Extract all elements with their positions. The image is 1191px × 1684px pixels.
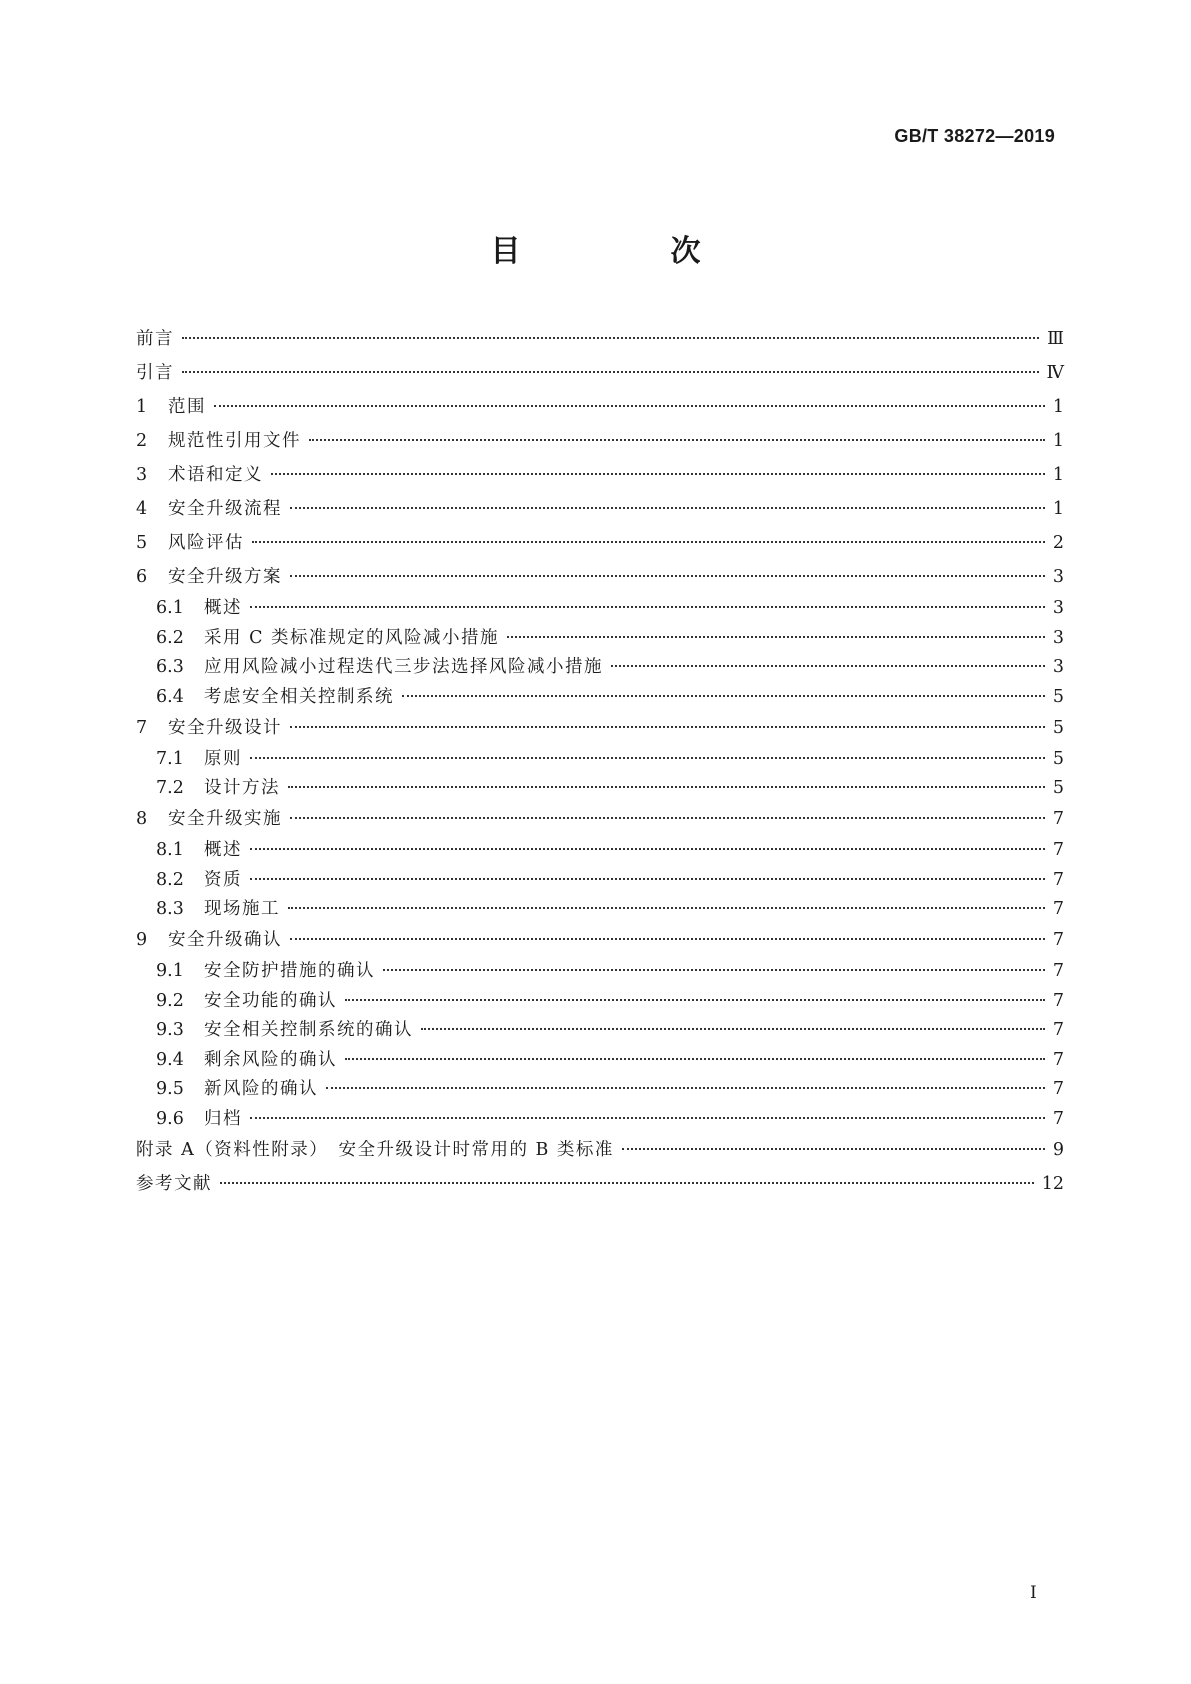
dot-leader (326, 1087, 1045, 1089)
toc-entry[interactable] (136, 566, 1064, 588)
toc-entry-page: 1 (1052, 465, 1064, 485)
toc-entry-page: 7 (1052, 1079, 1064, 1099)
toc-entry-number: 9.5 (156, 1079, 184, 1099)
toc-entry-page: 1 (1052, 499, 1064, 519)
toc-entry[interactable] (136, 929, 1064, 951)
dot-leader (345, 999, 1045, 1001)
toc-entry-title: 资质 (204, 869, 242, 890)
toc-entry[interactable] (136, 362, 1064, 384)
toc-entry-page: 7 (1052, 899, 1064, 919)
toc-entry-title: 前言 (136, 329, 174, 349)
toc-entry[interactable] (136, 1049, 1064, 1071)
toc-entry-page: 5 (1052, 717, 1064, 738)
toc-entry[interactable] (136, 464, 1064, 486)
toc-entry-number: 6.4 (156, 686, 184, 707)
toc-entry-number: 8.3 (156, 899, 184, 919)
toc-entry[interactable] (136, 396, 1064, 418)
standard-code: GB/T 38272—2019 (894, 126, 1055, 146)
toc-entry[interactable] (136, 990, 1064, 1012)
toc-entry-title: 新风险的确认 (204, 1079, 318, 1099)
toc-entry-page: 9 (1052, 1139, 1064, 1160)
toc-entry-number: 9.3 (156, 1020, 184, 1040)
toc-entry[interactable] (136, 898, 1064, 920)
toc-entry-title: 应用风险减小过程迭代三步法选择风险减小措施 (204, 657, 603, 677)
toc-entry-number: 6.1 (156, 598, 184, 618)
toc-entry-page: 7 (1052, 1020, 1064, 1040)
table-of-contents (136, 328, 1064, 1195)
toc-entry-number: 7 (136, 717, 148, 738)
dot-leader (214, 405, 1045, 407)
toc-entry-number: 2 (136, 431, 148, 451)
toc-entry[interactable] (136, 960, 1064, 982)
toc-entry-title: 考虑安全相关控制系统 (204, 686, 394, 707)
toc-entry-title: 安全升级流程 (168, 499, 282, 519)
toc-entry-number: 6.2 (156, 627, 184, 648)
toc-entry-number: 8 (136, 809, 148, 829)
toc-entry[interactable] (136, 1078, 1064, 1100)
toc-entry[interactable] (136, 532, 1064, 554)
toc-entry-title: 安全防护措施的确认 (204, 961, 375, 981)
toc-entry-page: 1 (1052, 431, 1064, 451)
toc-entry-title: 剩余风险的确认 (204, 1049, 337, 1070)
toc-entry[interactable] (136, 1173, 1064, 1195)
dot-leader (250, 757, 1045, 759)
dot-leader (611, 665, 1045, 667)
toc-entry-title: 安全升级实施 (168, 809, 282, 829)
dot-leader (507, 636, 1045, 638)
toc-entry[interactable] (136, 656, 1064, 678)
toc-entry[interactable] (136, 1108, 1064, 1130)
toc-entry-title: 安全升级确认 (168, 930, 282, 950)
toc-entry-number: 6.3 (156, 657, 184, 677)
dot-leader (290, 817, 1045, 819)
toc-entry-title: 引言 (136, 363, 174, 383)
toc-entry-page: 7 (1052, 1108, 1064, 1129)
toc-entry-number: 5 (136, 533, 148, 553)
toc-entry-number: 6 (136, 567, 148, 587)
toc-entry-number: 1 (136, 397, 148, 417)
dot-leader (182, 371, 1039, 373)
toc-entry[interactable] (136, 686, 1064, 708)
toc-entry-page: 2 (1052, 533, 1064, 553)
dot-leader (402, 695, 1045, 697)
dot-leader (345, 1058, 1045, 1060)
toc-entry[interactable] (136, 869, 1064, 891)
toc-entry-title: 安全相关控制系统的确认 (204, 1020, 413, 1040)
toc-entry-page: 7 (1052, 869, 1064, 890)
toc-entry-number: 8.1 (156, 840, 184, 860)
dot-leader (252, 541, 1045, 543)
toc-entry-title: 概述 (204, 598, 242, 618)
dot-leader (290, 726, 1045, 728)
toc-entry-title: 归档 (204, 1108, 242, 1129)
toc-entry[interactable] (136, 1139, 1064, 1161)
toc-entry-page: 5 (1052, 778, 1064, 798)
toc-entry-page: 3 (1052, 567, 1064, 587)
dot-leader (290, 575, 1045, 577)
toc-entry-title: 原则 (204, 748, 242, 769)
toc-entry-title: 概述 (204, 840, 242, 860)
toc-entry-page: Ⅳ (1046, 363, 1064, 383)
toc-entry[interactable] (136, 777, 1064, 799)
toc-entry-page: 5 (1052, 686, 1064, 707)
toc-entry-title: 安全功能的确认 (204, 990, 337, 1011)
dot-leader (220, 1182, 1034, 1184)
toc-entry-title: 参考文献 (136, 1173, 212, 1194)
toc-entry-number: 7.2 (156, 778, 184, 798)
toc-entry-title: 安全升级设计 (168, 717, 282, 738)
toc-entry-title: 风险评估 (168, 533, 244, 553)
toc-entry[interactable] (136, 597, 1064, 619)
dot-leader (421, 1028, 1045, 1030)
dot-leader (250, 606, 1045, 608)
toc-entry-page: 7 (1052, 961, 1064, 981)
dot-leader (288, 786, 1045, 788)
toc-entry[interactable] (136, 748, 1064, 770)
toc-entry-title: 安全升级方案 (168, 567, 282, 587)
dot-leader (290, 507, 1045, 509)
toc-entry-page: 3 (1052, 657, 1064, 677)
toc-entry-title: 范围 (168, 397, 206, 417)
toc-entry-number: 9.1 (156, 961, 184, 981)
dot-leader (290, 938, 1045, 940)
toc-entry-page: Ⅲ (1047, 329, 1064, 349)
toc-entry-page: 3 (1052, 627, 1064, 648)
toc-entry[interactable] (136, 1019, 1064, 1041)
dot-leader (383, 969, 1045, 971)
dot-leader (182, 337, 1039, 339)
dot-leader (250, 878, 1045, 880)
toc-entry[interactable] (136, 627, 1064, 649)
toc-entry-page: 7 (1052, 809, 1064, 829)
dot-leader (288, 907, 1045, 909)
toc-entry-page: 5 (1052, 748, 1064, 769)
page-title: 目 次 (490, 234, 761, 269)
toc-entry-number: 9.2 (156, 990, 184, 1011)
dot-leader (250, 848, 1045, 850)
toc-entry-page: 3 (1052, 598, 1064, 618)
toc-entry[interactable] (136, 839, 1064, 861)
toc-entry-title: 规范性引用文件 (168, 431, 301, 451)
toc-entry-page: 7 (1052, 930, 1064, 950)
toc-entry-number: 4 (136, 499, 148, 519)
toc-entry[interactable] (136, 808, 1064, 830)
toc-entry-title: 设计方法 (204, 778, 280, 798)
toc-entry-number: 8.2 (156, 869, 184, 890)
toc-entry-number: 9.6 (156, 1108, 184, 1129)
dot-leader (271, 473, 1045, 475)
toc-entry-number: 9.4 (156, 1049, 184, 1070)
toc-entry-page: 7 (1052, 840, 1064, 860)
toc-entry-page: 12 (1041, 1173, 1064, 1194)
toc-entry-title: 现场施工 (204, 899, 280, 919)
dot-leader (309, 439, 1045, 441)
toc-entry-title: 采用 C 类标准规定的风险减小措施 (204, 627, 500, 648)
toc-entry[interactable] (136, 498, 1064, 520)
toc-entry[interactable] (136, 430, 1064, 452)
toc-entry[interactable] (136, 717, 1064, 739)
toc-entry-number: 9 (136, 930, 148, 950)
toc-entry-title: 附录 A（资料性附录） 安全升级设计时常用的 B 类标准 (136, 1139, 614, 1160)
dot-leader (622, 1148, 1045, 1150)
toc-entry[interactable] (136, 328, 1064, 350)
toc-entry-page: 1 (1052, 397, 1064, 417)
toc-entry-title: 术语和定义 (168, 465, 263, 485)
page-number: I (1030, 1583, 1037, 1603)
toc-entry-number: 7.1 (156, 748, 184, 769)
toc-entry-page: 7 (1052, 990, 1064, 1011)
toc-entry-number: 3 (136, 465, 148, 485)
dot-leader (250, 1117, 1045, 1119)
toc-entry-page: 7 (1052, 1049, 1064, 1070)
